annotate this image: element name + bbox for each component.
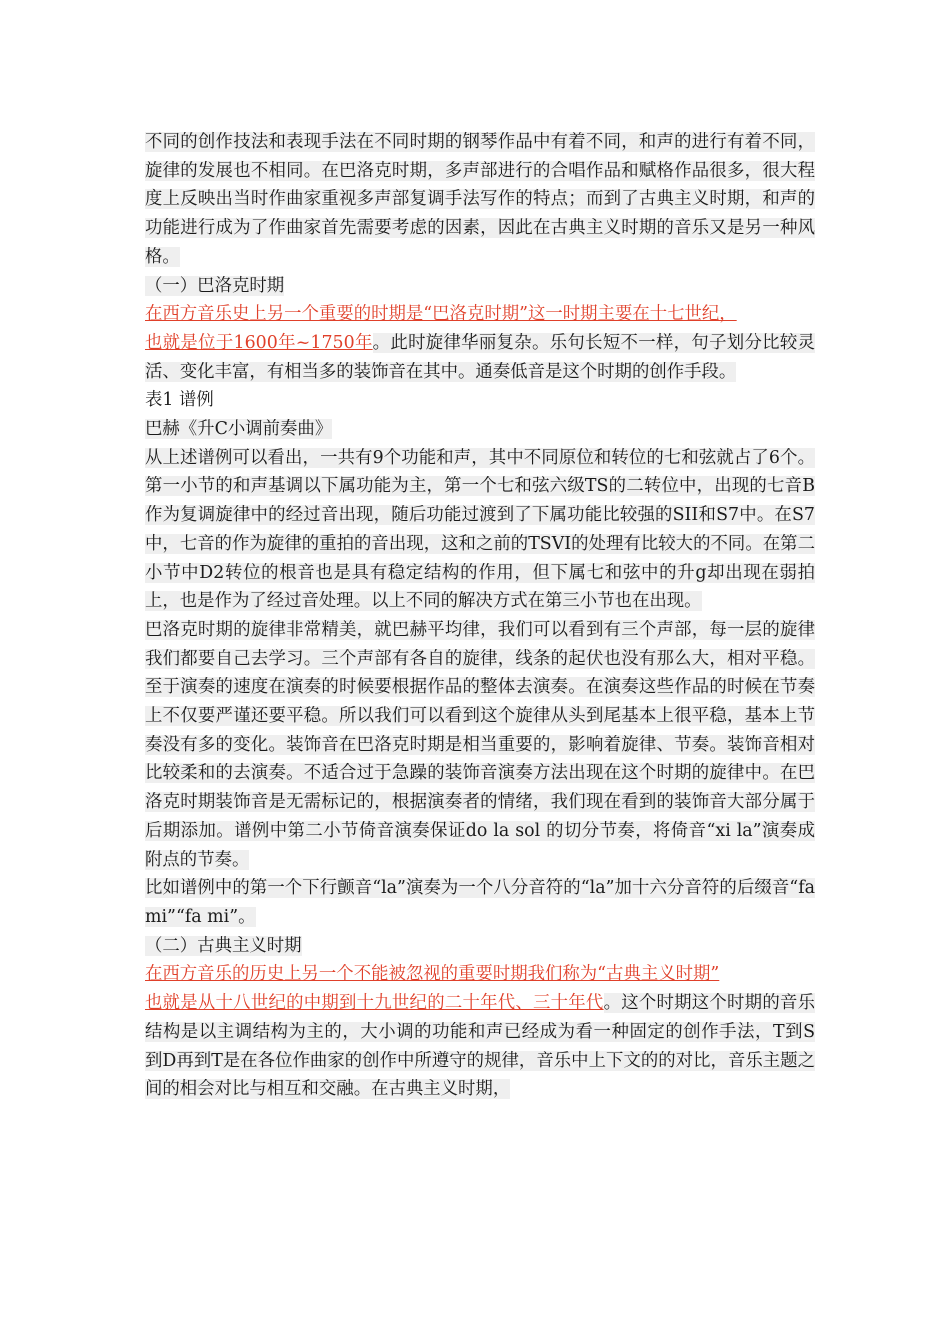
baroque-intro-rest: 。此时旋律华丽复杂。乐句长短不一样，句子划分比较灵活、变化丰富，有相当多的装饰音在其中。通奏低音是这个时期的创作手段。 — [145, 332, 815, 382]
document-body — [145, 128, 815, 1104]
classical-intro-paragraph — [145, 960, 815, 1104]
example-paragraph — [145, 874, 815, 931]
classical-intro-rest: 。这个时期这个时期的音乐结构是以主调结构为主的，大小调的功能和声已经成为看一种固定的创作手法，T到S 到D再到T是在各位作曲家的创作中所遵守的规律，音乐中上下文的的对比，音乐主题之间的相会对比与相互和交融。在古典主义时期， — [145, 993, 815, 1100]
classical-underlined-line-2: 也就是从十八世纪的中期到十九世纪的二十年代、三十年代 — [145, 993, 604, 1014]
classical-underlined-line-1: 在西方音乐的历史上另一个不能被忽视的重要时期我们称为“古典主义时期” — [145, 964, 720, 985]
analysis-paragraph — [145, 444, 815, 616]
table-label-text: 表1 谱例 — [145, 390, 214, 411]
section-heading-baroque-text: （一）巴洛克时期 — [145, 275, 285, 296]
analysis-text: 从上述谱例可以看出，一共有9个功能和声，其中不同原位和转位的七和弦就占了6个。第一小节的和声基调以下属功能为主，第一个七和弦六级TS的二转位中，出现的七音B作为复调旋律中的经过音出现，随后功能过渡到了下属功能比较强的SII和S7中。在S7中，七音的作为旋律的重拍的音出现，这和之前的TSVI的处理有比较大的不同。在第二小节中D2转位的根音也是具有稳定结构的作用，但下属七和弦中的升g却出现在弱拍上，也是作为了经过音处理。以上不同的解决方式在第三小节也在出现。 — [145, 447, 815, 612]
table-label — [145, 386, 815, 415]
section-heading-classical — [145, 932, 815, 961]
section-heading-classical-text: （二）古典主义时期 — [145, 935, 302, 956]
baroque-underlined-line-2: 也就是位于1600年~1750年 — [145, 332, 373, 353]
piece-title-text: 巴赫《升C小调前奏曲》 — [145, 419, 333, 440]
piece-title — [145, 415, 815, 444]
melody-text: 巴洛克时期的旋律非常精美，就巴赫平均律，我们可以看到有三个声部，每一层的旋律我们都要自己去学习。三个声部有各自的旋律，线条的起伏也没有那么大，相对平稳。至于演奏的速度在演奏的时候要根据作品的整体去演奏。在演奏这些作品的时候在节奏上不仅要严谨还要平稳。所以我们可以看到这个旋律从头到尾基本上很平稳，基本上节奏没有多的变化。装饰音在巴洛克时期是相当重要的，影响着旋律、节奏。装饰音相对比较柔和的去演奏。不适合过于急躁的装饰音演奏方法出现在这个时期的旋律中。在巴洛克时期装饰音是无需标记的，根据演奏者的情绪，我们现在看到的装饰音大部分属于后期添加。谱例中第二小节倚音演奏保证do la sol 的切分节奏，将倚音“xi la”演奏成附点的节奏。 — [145, 619, 815, 870]
intro-text: 不同的创作技法和表现手法在不同时期的钢琴作品中有着不同，和声的进行有着不同，旋律的发展也不相同。在巴洛克时期，多声部进行的合唱作品和赋格作品很多，很大程度上反映出当时作曲家重视多声部复调手法写作的特点；而到了古典主义时期，和声的功能进行成为了作曲家首先需要考虑的因素，因此在古典主义时期的音乐又是另一种风格。 — [145, 132, 815, 267]
melody-paragraph — [145, 616, 815, 874]
baroque-underlined-line-1: 在西方音乐史上另一个重要的时期是“巴洛克时期”这一时期主要在十七世纪， — [145, 304, 737, 325]
baroque-intro-paragraph — [145, 300, 815, 386]
example-text: 比如谱例中的第一个下行颤音“la”演奏为一个八分音符的“la”加十六分音符的后缀音“fa mi”“fa mi”。 — [145, 878, 815, 927]
section-heading-baroque — [145, 272, 815, 301]
intro-paragraph — [145, 128, 815, 272]
